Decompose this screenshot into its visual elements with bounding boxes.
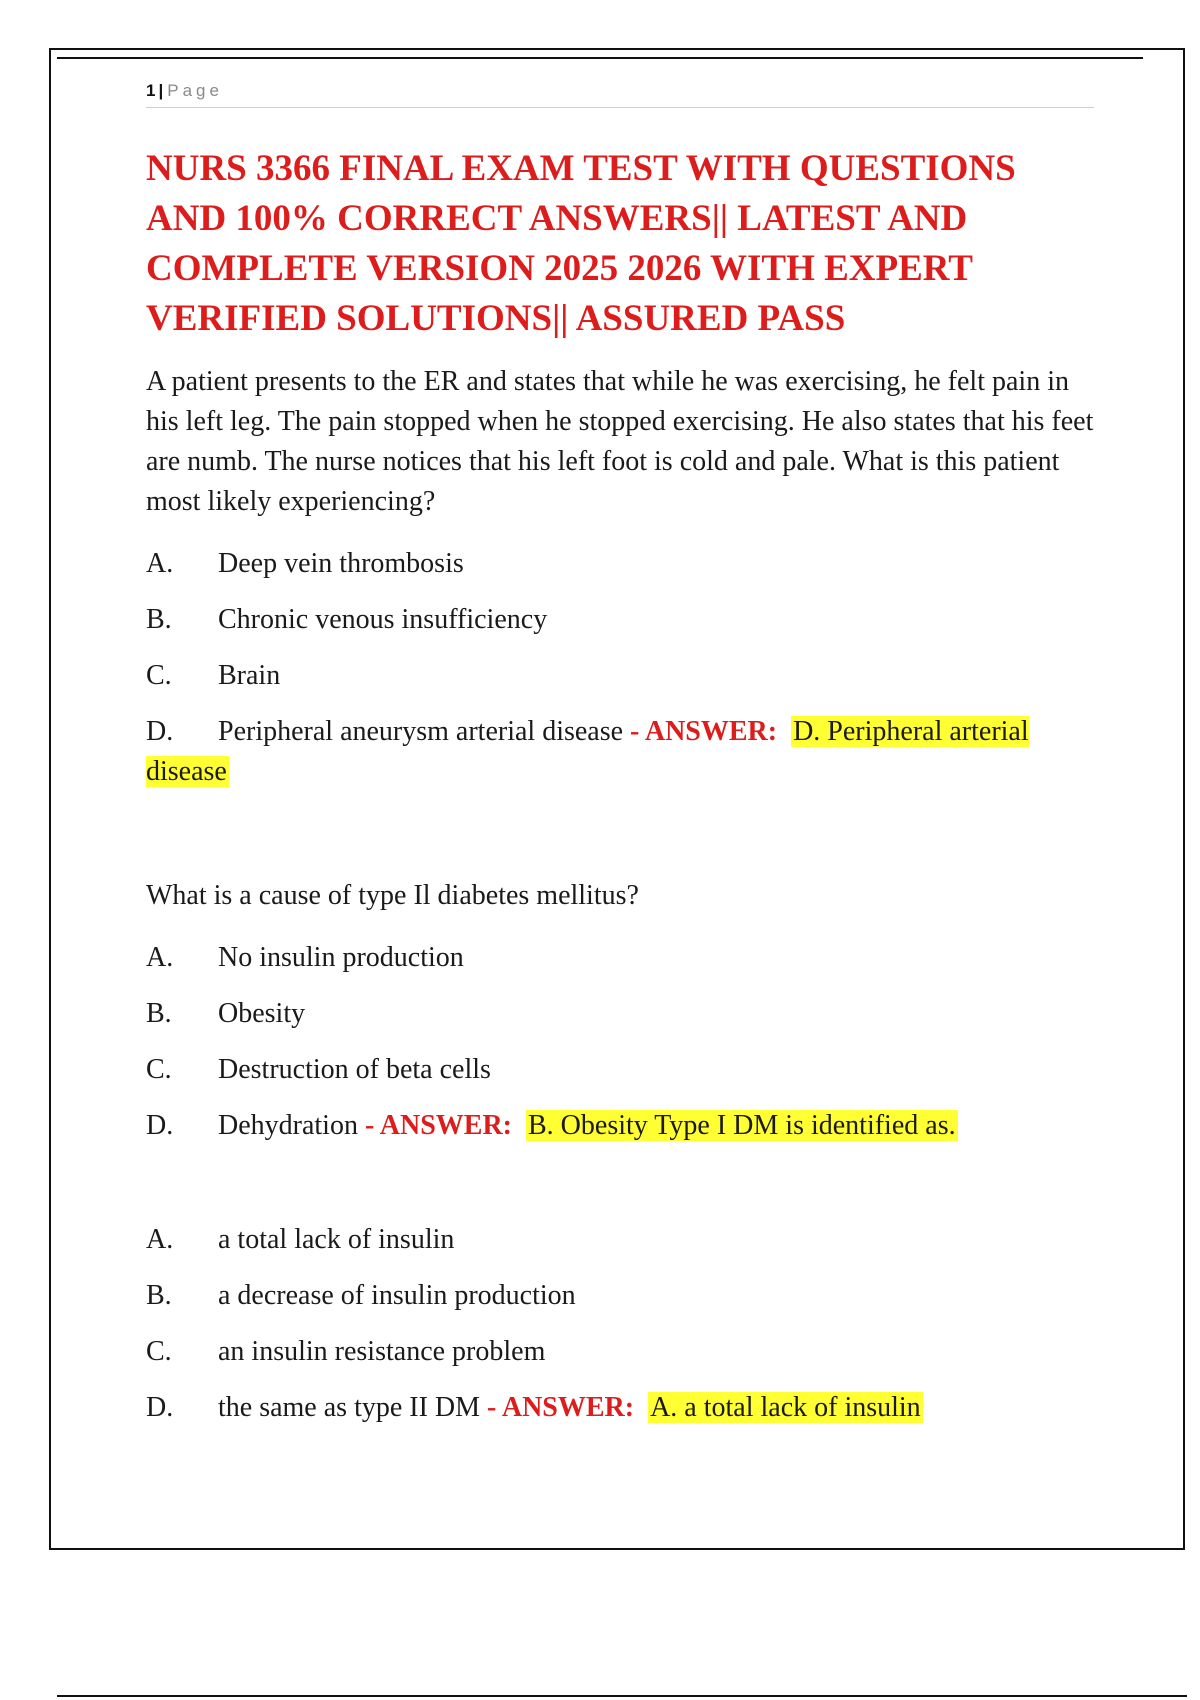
- option-text: a total lack of insulin: [218, 1224, 455, 1255]
- option-item: [146, 938, 1106, 978]
- option-letter: D.: [146, 1392, 174, 1423]
- option-text: Brain: [218, 660, 281, 691]
- option-text: Chronic venous insufficiency: [218, 604, 548, 635]
- answer-label-text: ANSWER:: [379, 1110, 512, 1141]
- option-letter: A.: [146, 942, 174, 973]
- option-text: Peripheral aneurysm arterial disease: [218, 716, 624, 747]
- option-letter: C.: [146, 660, 172, 691]
- answer-label-text: ANSWER:: [644, 716, 778, 747]
- page-number: 1: [146, 81, 156, 100]
- option-text: Deep vein thrombosis: [218, 548, 464, 579]
- option-item: [146, 1106, 1106, 1146]
- option-item: [146, 712, 1106, 792]
- option-letter: D.: [146, 1110, 174, 1141]
- answer-dash: -: [364, 1110, 375, 1141]
- document-title: NURS 3366 FINAL EXAM TEST WITH QUESTIONS AND 100% CORRECT ANSWERS|| LATEST AND COMPLETE VERSION 2025 2026 WITH EXPERT VERIFIED SOLUTIONS|| ASSURED PASS: [146, 148, 1016, 339]
- option-letter: A.: [146, 548, 174, 579]
- option-letter: D.: [146, 716, 174, 747]
- spacer: [146, 1162, 1136, 1220]
- answer-dash: -: [487, 1392, 497, 1423]
- answer-highlight: B. Obesity Type I DM is identified as.: [528, 1110, 956, 1141]
- answer-label: [630, 716, 777, 747]
- option-item: [146, 544, 1106, 584]
- option-list: [146, 1220, 1136, 1428]
- answer-label: [487, 1392, 634, 1423]
- option-text: Dehydration: [218, 1110, 358, 1141]
- option-item: [146, 1388, 1106, 1428]
- page-header: [146, 77, 1094, 108]
- option-item: [146, 1050, 1106, 1090]
- option-item: [146, 1220, 1106, 1260]
- option-letter: B.: [146, 604, 172, 635]
- option-item: [146, 1276, 1106, 1316]
- option-text: No insulin production: [218, 942, 464, 973]
- option-letter: A.: [146, 1224, 174, 1255]
- option-letter: B.: [146, 998, 172, 1029]
- option-letter: C.: [146, 1336, 172, 1367]
- question-text: What is a cause of type Il diabetes mellitus?: [146, 880, 639, 911]
- spacer: [146, 808, 1136, 876]
- option-letter: C.: [146, 1054, 172, 1085]
- document-content: [146, 144, 1136, 1444]
- option-item: [146, 1332, 1106, 1372]
- option-list: [146, 544, 1136, 792]
- answer-dash: -: [630, 716, 640, 747]
- top-rule: [57, 57, 1143, 59]
- answer-label: [365, 1110, 512, 1141]
- option-text: a decrease of insulin production: [218, 1280, 576, 1311]
- answer-highlight: A. a total lack of insulin: [650, 1392, 921, 1423]
- answer-label-text: ANSWER:: [501, 1392, 635, 1423]
- option-item: [146, 994, 1106, 1034]
- option-letter: B.: [146, 1280, 172, 1311]
- answer-highlight: D. Peripheral arterial disease: [146, 716, 1029, 787]
- option-text: an insulin resistance problem: [218, 1336, 546, 1367]
- question-text: A patient presents to the ER and states that while he was exercising, he felt pain in his left leg. The pain stopped when he stopped exercising. He also states that his feet are numb. The nurse notices that his left foot is cold and pale. What is this patient most likely experiencing?: [146, 366, 1094, 517]
- page-separator: |: [158, 81, 164, 100]
- page-word: Page: [167, 81, 223, 100]
- option-text: the same as type II DM: [218, 1392, 481, 1423]
- next-page-top-rule: [57, 1695, 1187, 1697]
- option-item: [146, 600, 1106, 640]
- option-list: [146, 938, 1136, 1146]
- option-text: Obesity: [218, 998, 306, 1029]
- page-frame: [49, 48, 1185, 1550]
- option-item: [146, 656, 1106, 696]
- option-text: Destruction of beta cells: [218, 1054, 491, 1085]
